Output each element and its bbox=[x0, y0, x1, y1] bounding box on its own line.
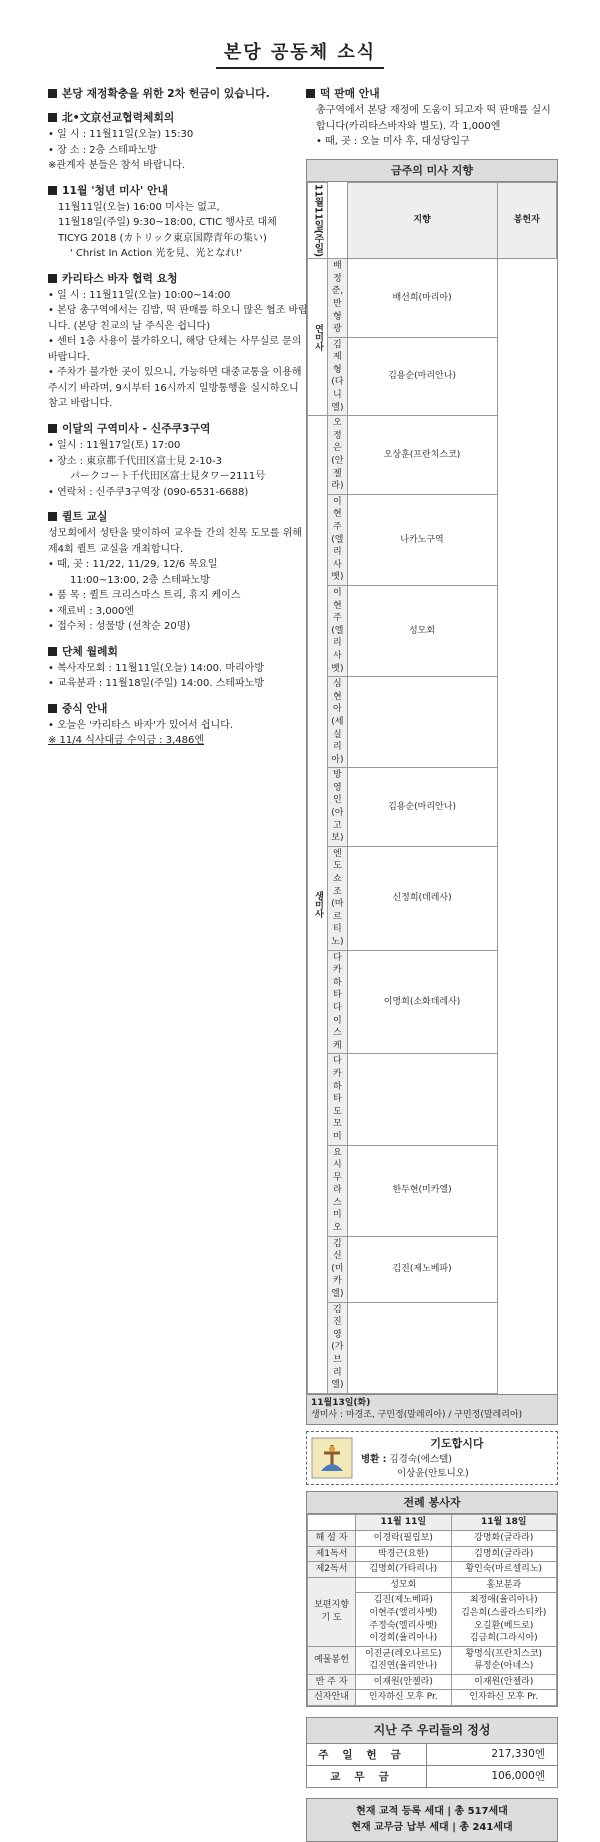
cell-name-line: 김진연(율리안나) bbox=[369, 1661, 438, 1672]
text-line: • 품 목 : 퀼트 크리스마스 트리, 휴지 케이스 bbox=[48, 590, 241, 602]
cell-name-line: 류정순(아네스) bbox=[474, 1661, 534, 1672]
role-label: 제2독서 bbox=[308, 1562, 356, 1578]
registration-box bbox=[306, 1798, 558, 1842]
mass-group-label: 연미사 bbox=[308, 259, 328, 416]
offerer-cell: 김용순(마리안나) bbox=[347, 337, 497, 416]
role-label: 해 설 자 bbox=[308, 1530, 356, 1546]
column-header: 봉헌자 bbox=[497, 183, 556, 259]
text-line: ※ 11/4 식사대금 수익금 : 3,486엔 bbox=[48, 735, 205, 747]
square-bullet-icon bbox=[48, 274, 57, 283]
section-heading: 본당 재정확충을 위한 2차 헌금이 있습니다. bbox=[62, 87, 270, 100]
section-heading: 중식 안내 bbox=[62, 701, 108, 715]
text-line: • 일시 : 11월17일(토) 17:00 bbox=[48, 440, 181, 452]
offering-value: 106,000엔 bbox=[491, 1770, 545, 1783]
offering-row bbox=[306, 1744, 558, 1766]
section-monthly-meeting bbox=[48, 644, 308, 692]
offerer-cell: 김용순(마리안나) bbox=[347, 768, 497, 847]
intention-cell: 방영인(아고보) bbox=[328, 768, 347, 847]
square-bullet-icon bbox=[48, 647, 57, 656]
role-label: 반 주 자 bbox=[308, 1674, 356, 1690]
section-caritas-bazaar bbox=[48, 271, 308, 412]
cell-name-line: 이현주(엘리사벳) bbox=[369, 1607, 438, 1618]
square-bullet-icon bbox=[48, 512, 57, 521]
offering-row bbox=[306, 1766, 558, 1788]
intention-cell: 김진영(가브리엘) bbox=[328, 1302, 347, 1393]
text-line: • 오늘은 '카리타스 바자'가 있어서 쉽니다. bbox=[48, 719, 234, 731]
mass-intention-title: 금주의 미사 지향 bbox=[307, 160, 557, 182]
weekday-mass bbox=[307, 1394, 557, 1424]
cell-name: 이재원(안젤라) bbox=[356, 1674, 452, 1690]
cell-name: 이경락(필립보) bbox=[356, 1530, 452, 1546]
group-name: 성모회 bbox=[356, 1577, 452, 1593]
cell-name: 김명희(가타리나) bbox=[356, 1562, 452, 1578]
intention-cell: 김제형(다니엘) bbox=[328, 337, 347, 416]
group-name: 홍보분과 bbox=[451, 1577, 556, 1593]
text-line: • 센터 1층 사용이 불가하오니, 해당 단체는 사무실로 문의 바랍니다. bbox=[48, 336, 302, 363]
text-line: 11월11일(오늘) 16:00 미사는 없고, bbox=[58, 201, 220, 213]
cell-name-line: 김진(제노베파) bbox=[373, 1595, 433, 1606]
role-label: 보편지향기 도 bbox=[308, 1577, 356, 1646]
offering-label: 주일헌금 bbox=[307, 1744, 427, 1765]
page-title: 본당 공동체 소식 bbox=[223, 42, 377, 63]
text-line: • 접수처 : 성물방 (선착순 20명) bbox=[48, 621, 191, 633]
offerer-cell bbox=[347, 1054, 497, 1145]
prayer-name: 이상윤(안토니오) bbox=[397, 1467, 469, 1479]
prayer-icon bbox=[311, 1437, 353, 1479]
prayer-label: 병환 : bbox=[361, 1454, 387, 1466]
cell-names bbox=[356, 1593, 452, 1646]
text-line: • 장소 : 東京都千代田区富士見 2-10-3 bbox=[48, 455, 222, 467]
text-line: パークコート千代田区富士見タワー2111号 bbox=[70, 471, 266, 483]
text-line: • 교육분과 : 11월18일(주일) 14:00. 스테파노방 bbox=[48, 678, 264, 690]
cell-name-line: 김은희(스콜라스티카) bbox=[461, 1607, 547, 1618]
intention-cell: 다카하타다이스케 bbox=[328, 950, 347, 1054]
offerer-cell: 신정희(데레사) bbox=[347, 846, 497, 950]
text-line: • 연락처 : 신주쿠3구역장 (090-6531-6688) bbox=[48, 486, 249, 498]
intention-cell: 요시무라스미오 bbox=[328, 1145, 347, 1236]
text-line: • 때, 곳 : 오늘 미사 후, 대성당입구 bbox=[316, 136, 470, 148]
cell-names bbox=[451, 1593, 556, 1646]
text-line: • 복사자모회 : 11월11일(오늘) 14:00. 마리아방 bbox=[48, 662, 264, 674]
text-line: 11:00~13:00, 2층 스테파노방 bbox=[70, 574, 210, 586]
cell-name: 박경근(요한) bbox=[356, 1546, 452, 1562]
role-label: 예물봉헌 bbox=[308, 1646, 356, 1674]
offerer-cell bbox=[347, 677, 497, 768]
intention-cell: 이현주(엘리사벳) bbox=[328, 585, 347, 676]
offerer-cell: 한두현(미카엘) bbox=[347, 1145, 497, 1236]
offering-summary bbox=[306, 1717, 558, 1788]
liturgy-service-title: 전례 봉사자 bbox=[307, 1492, 557, 1514]
section-tteok-sale bbox=[306, 86, 558, 150]
cell-name-line: 주정숙(엘리사벳) bbox=[369, 1620, 438, 1631]
liturgy-service-box bbox=[306, 1491, 558, 1707]
cell-name-line: 이진균(레오나르도) bbox=[364, 1648, 442, 1659]
intention-cell: 오정은(안젤라) bbox=[328, 416, 347, 495]
offerer-cell: 김진(제노베파) bbox=[347, 1236, 497, 1302]
text-line: • 주차가 불가한 곳이 있으니, 가능하면 대중교통을 이용해 주시기 바라며, 9시부터 16시까지 일방통행을 실시하오니 참고 바랍니다. bbox=[48, 367, 302, 410]
left-column bbox=[48, 86, 308, 758]
section-heading: 北•文京선교협력체회의 bbox=[62, 111, 175, 125]
offerer-cell: 배선희(마리아) bbox=[347, 259, 497, 338]
text-line: 11월18일(주일) 9:30~18:00, CTIC 행사로 대체 bbox=[58, 217, 277, 229]
text-line: TICYG 2018 (カトリック東京国際青年の集い) bbox=[58, 232, 267, 244]
cell-name: 강명화(글라라) bbox=[451, 1530, 556, 1546]
mass-group-label: 생미사 bbox=[308, 416, 328, 1394]
cell-name: 이재원(안젤라) bbox=[451, 1674, 556, 1690]
cell-name: 인자하신 모후 Pr. bbox=[451, 1690, 556, 1706]
offerer-cell: 성모회 bbox=[347, 585, 497, 676]
cell-name-line: 이경희(율리아나) bbox=[369, 1633, 438, 1644]
column-header: 지향 bbox=[347, 183, 497, 259]
liturgy-service-table bbox=[307, 1514, 557, 1706]
intention-cell: 엔도쇼조(마르티노) bbox=[328, 846, 347, 950]
section-heading: 카리타스 바자 협력 요청 bbox=[62, 271, 178, 285]
role-label: 신자안내 bbox=[308, 1690, 356, 1706]
text-line: ※관계자 분들은 참석 바랍니다. bbox=[48, 160, 186, 172]
date-label: 11월11일(주일) bbox=[308, 183, 328, 259]
text-line: • 재료비 : 3,000엔 bbox=[48, 605, 135, 617]
square-bullet-icon bbox=[48, 704, 57, 713]
cell-name-line: 오길환(베드로) bbox=[474, 1620, 534, 1631]
mass-intention-table bbox=[307, 182, 557, 1394]
text-line: • 때, 곳 : 11/22, 11/29, 12/6 목요일 bbox=[48, 559, 218, 571]
prayer-title: 기도합시다 bbox=[430, 1436, 484, 1450]
section-quilt bbox=[48, 509, 308, 635]
registration-line: 현재 교적 등록 세대 | 총 517세대 bbox=[356, 1805, 508, 1817]
offering-value: 217,330엔 bbox=[491, 1748, 545, 1761]
intention-cell: 김신(미카엘) bbox=[328, 1236, 347, 1302]
section-heading: 11월 '청년 미사' 안내 bbox=[62, 183, 168, 197]
offerer-cell bbox=[347, 1302, 497, 1393]
cell-name: 황인숙(마르셀리노) bbox=[451, 1562, 556, 1578]
text-line: • 본당 총구역에서는 김밥, 떡 판매를 하오니 많은 협조 바랍니다. (본당 친교의 날 주식은 쉽니다) bbox=[48, 305, 308, 332]
role-label: 제1독서 bbox=[308, 1546, 356, 1562]
cell-name-line: 황명식(프란치스코) bbox=[465, 1648, 543, 1659]
cell-name-line: 최정애(율리아나) bbox=[469, 1595, 538, 1606]
intention-cell: 배정준, 반형광 bbox=[328, 259, 347, 338]
text-line: • 일 시 : 11월11일(오늘) 15:30 bbox=[48, 129, 194, 141]
square-bullet-icon bbox=[48, 113, 57, 122]
mass-intention-box bbox=[306, 159, 558, 1425]
section-lunch bbox=[48, 701, 308, 749]
offerer-cell: 나카노구역 bbox=[347, 494, 497, 585]
cell-names bbox=[451, 1646, 556, 1674]
section-youth-mass bbox=[48, 183, 308, 262]
section-heading: 퀼트 교실 bbox=[62, 510, 108, 524]
intention-cell: 심현아(세실리아) bbox=[328, 677, 347, 768]
text-line: ' Christ In Action 光を見、光となれ!' bbox=[70, 248, 243, 260]
cell-name: 김명희(글라라) bbox=[451, 1546, 556, 1562]
weekday-date: 11월13일(화) bbox=[311, 1397, 371, 1408]
section-heading: 단체 월례회 bbox=[62, 644, 118, 658]
page-title-wrap bbox=[216, 40, 384, 69]
date-header: 11월 11일 bbox=[356, 1515, 452, 1531]
text-line: 총구역에서 본당 재정에 도움이 되고자 떡 판매를 실시합니다(카리타스바자와 별도). 각 1,000엔 bbox=[316, 105, 551, 132]
text-line: 성모회에서 성탄을 맞이하여 교우들 간의 친목 도모를 위해 제4회 퀼트 교실을 개최합니다. bbox=[48, 528, 303, 555]
intention-cell: 다카하타도모미 bbox=[328, 1054, 347, 1145]
square-bullet-icon bbox=[48, 186, 57, 195]
prayer-name: 김경숙(에스텔) bbox=[389, 1454, 452, 1466]
cell-name: 인자하신 모후 Pr. bbox=[356, 1690, 452, 1706]
intention-cell: 이현주(엘리사벳) bbox=[328, 494, 347, 585]
section-heading: 떡 판매 안내 bbox=[320, 87, 380, 100]
registration-line: 현재 교무금 납부 세대 | 총 241세대 bbox=[351, 1821, 513, 1833]
offerer-cell: 이명희(소화데레사) bbox=[347, 950, 497, 1054]
right-column bbox=[306, 86, 558, 1842]
weekday-intention: 생미사 : 마경조, 구민정(말레리아) / 구민정(말레리아) bbox=[311, 1410, 523, 1421]
square-bullet-icon bbox=[48, 89, 57, 98]
cell-names bbox=[356, 1646, 452, 1674]
cell-name-line: 김금희(그라시아) bbox=[469, 1633, 538, 1644]
text-line: • 장 소 : 2층 스테파노방 bbox=[48, 144, 157, 156]
title-underline bbox=[216, 67, 384, 69]
prayer-box bbox=[306, 1431, 558, 1485]
section-mission-meeting bbox=[48, 110, 308, 174]
square-bullet-icon bbox=[306, 89, 315, 98]
date-header: 11월 18일 bbox=[451, 1515, 556, 1531]
offerer-cell: 오상훈(프란치스코) bbox=[347, 416, 497, 495]
section-heading: 이달의 구역미사 - 신주쿠3구역 bbox=[62, 421, 211, 435]
section-district-mass bbox=[48, 421, 308, 500]
offering-label: 교무금 bbox=[307, 1766, 427, 1787]
square-bullet-icon bbox=[48, 424, 57, 433]
section-finance bbox=[48, 86, 308, 101]
text-line: • 일 시 : 11월11일(오늘) 10:00~14:00 bbox=[48, 289, 231, 301]
offering-summary-title: 지난 주 우리들의 정성 bbox=[306, 1717, 558, 1744]
